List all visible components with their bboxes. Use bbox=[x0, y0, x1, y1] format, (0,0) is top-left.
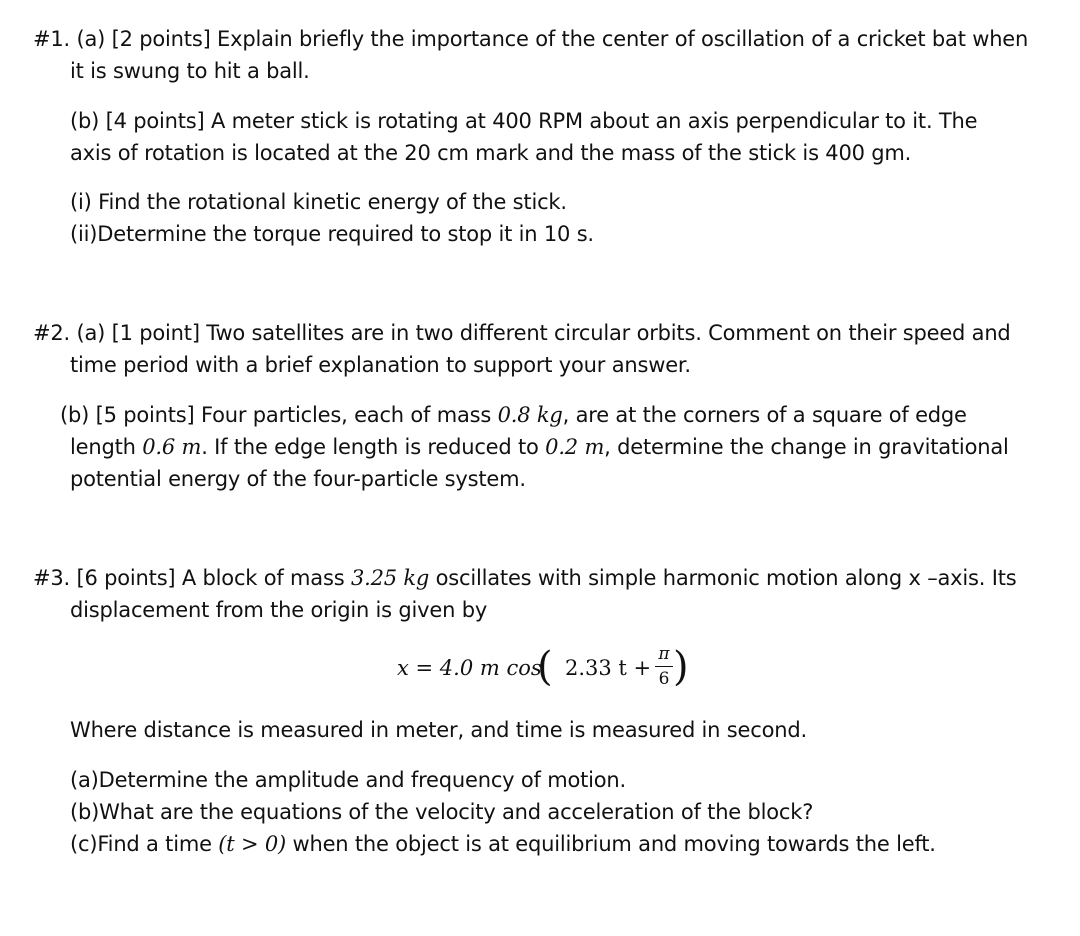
q2-b-text: . If the edge length is reduced to bbox=[201, 435, 546, 459]
q2-b-text: length bbox=[70, 435, 143, 459]
q2-b-length-final: 0.2 m bbox=[545, 435, 605, 459]
q1-b-ii: (ii)Determine the torque required to stop it in 10 s. bbox=[70, 222, 594, 246]
fraction-bar bbox=[655, 666, 673, 667]
fraction-denominator: 6 bbox=[658, 669, 670, 689]
q2-a-line2: time period with a brief explanation to support your answer. bbox=[70, 353, 691, 377]
q3-text: oscillates with simple harmonic motion along x –axis. Its bbox=[429, 566, 1017, 590]
q3-a: (a)Determine the amplitude and frequency of motion. bbox=[70, 768, 627, 792]
fraction-numerator: π bbox=[658, 644, 670, 664]
q1-b-line1: (b) [4 points] A meter stick is rotating at 400 RPM about an axis perpendicular to it. The bbox=[70, 109, 978, 133]
q3-c bbox=[70, 830, 936, 858]
q3-line1 bbox=[33, 564, 1017, 592]
q3-c-text: when the object is at equilibrium and moving towards the left. bbox=[286, 832, 936, 856]
q3-b: (b)What are the equations of the velocity and acceleration of the block? bbox=[70, 800, 814, 824]
equation-open-paren: ( bbox=[537, 644, 553, 690]
q1-a-line2: it is swung to hit a ball. bbox=[70, 59, 310, 83]
q2-b-length-initial: 0.6 m bbox=[142, 435, 202, 459]
q2-b-line1 bbox=[60, 401, 967, 429]
q2-b-text: , determine the change in gravitational bbox=[604, 435, 1009, 459]
q2-a-line1: #2. (a) [1 point] Two satellites are in two different circular orbits. Comment on their speed and bbox=[33, 321, 1011, 345]
equation-lhs: x = 4.0 m cos bbox=[397, 656, 542, 680]
equation-fraction bbox=[655, 644, 673, 689]
q3-line2: displacement from the origin is given by bbox=[70, 598, 488, 622]
q3-mass: 3.25 kg bbox=[350, 566, 430, 590]
q3-c-condition: (t > 0) bbox=[218, 832, 287, 856]
q3-text: #3. [6 points] A block of mass bbox=[33, 566, 351, 590]
displacement-equation bbox=[397, 644, 717, 696]
q2-b-line2 bbox=[70, 433, 1009, 461]
q1-b-line2: axis of rotation is located at the 20 cm mark and the mass of the stick is 400 gm. bbox=[70, 141, 912, 165]
q3-c-text: (c)Find a time bbox=[70, 832, 219, 856]
equation-inner: 2.33 t + bbox=[565, 656, 652, 680]
q2-b-mass: 0.8 kg bbox=[497, 403, 563, 427]
q1-a-line1: #1. (a) [2 points] Explain briefly the importance of the center of oscillation of a cricket bat when bbox=[33, 27, 1029, 51]
q2-b-text: (b) [5 points] Four particles, each of mass bbox=[60, 403, 498, 427]
q2-b-line3: potential energy of the four-particle system. bbox=[70, 467, 526, 491]
q2-b-text: , are at the corners of a square of edge bbox=[562, 403, 967, 427]
equation-close-paren: ) bbox=[673, 644, 689, 690]
q3-units-note: Where distance is measured in meter, and time is measured in second. bbox=[70, 718, 807, 742]
q1-b-i: (i) Find the rotational kinetic energy of the stick. bbox=[70, 190, 567, 214]
